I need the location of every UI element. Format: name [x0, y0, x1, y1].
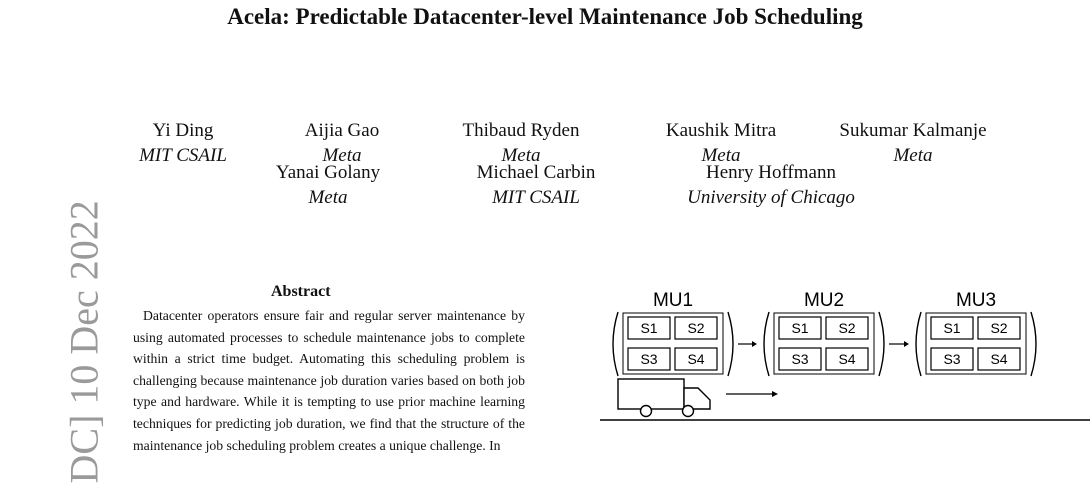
- server-label: S2: [990, 320, 1008, 336]
- author-yanai-golany: [276, 160, 380, 210]
- author-affiliation: Meta: [501, 145, 541, 166]
- author-sukumar-kalmanje: [839, 118, 986, 168]
- server-label: S2: [838, 320, 856, 336]
- arrow-right-icon: [726, 391, 778, 397]
- author-name: Thibaud Ryden: [462, 120, 580, 141]
- author-name: Michael Carbin: [476, 162, 596, 183]
- unit-bracket-right: [879, 312, 884, 376]
- maintenance-figure: [600, 280, 1090, 460]
- server-label: S3: [791, 351, 809, 367]
- truck-icon: [618, 379, 710, 417]
- server-label: S1: [791, 320, 809, 336]
- author-name: Aijia Gao: [304, 120, 380, 141]
- maintenance-unit: [764, 290, 884, 376]
- author-affiliation: MIT CSAIL: [139, 145, 227, 166]
- unit-bracket-left: [764, 312, 769, 376]
- unit-arrow: [738, 341, 757, 347]
- unit-bracket-left: [613, 312, 618, 376]
- server-label: S3: [943, 351, 961, 367]
- unit-bracket-right: [1031, 312, 1036, 376]
- maintenance-unit: [613, 290, 733, 376]
- author-michael-carbin: [477, 160, 596, 210]
- unit-label: MU3: [955, 290, 997, 311]
- unit-bracket-right: [728, 312, 733, 376]
- author-name: Yanai Golany: [275, 162, 381, 183]
- author-affiliation: Meta: [322, 145, 362, 166]
- author-affiliation: University of Chicago: [687, 187, 855, 208]
- server-label: S1: [943, 320, 961, 336]
- abstract-body: [133, 305, 525, 456]
- author-affiliation: Meta: [308, 187, 348, 208]
- arxiv-sidebar-stamp: DC] 10 Dec 2022: [61, 200, 107, 484]
- author-affiliation: Meta: [701, 145, 741, 166]
- maintenance-unit: [916, 290, 1036, 376]
- server-label: S2: [687, 320, 705, 336]
- author-affiliation: Meta: [893, 145, 933, 166]
- abstract-heading: Abstract: [271, 283, 331, 300]
- abstract-text: Datacenter operators ensure fair and regular server maintenance by using automated processes to schedule maintenance jobs to complete within a strict time budget. Automating this scheduling problem is challenging because maintenance job duration varies based on both job type and hardware. While it is tempting to use prior machine learning techniques for predicting job duration, we find that the structure of the maintenance job scheduling problem creates a unique challenge. In: [133, 308, 525, 453]
- author-affiliation: MIT CSAIL: [492, 187, 580, 208]
- maintenance-units: [613, 290, 1036, 376]
- author-name: Yi Ding: [152, 120, 214, 141]
- author-name: Sukumar Kalmanje: [839, 120, 987, 141]
- unit-arrow: [889, 341, 909, 347]
- server-label: S1: [640, 320, 658, 336]
- server-label: S3: [640, 351, 658, 367]
- unit-label: MU2: [803, 290, 845, 311]
- unit-label: MU1: [652, 290, 694, 311]
- server-label: S4: [838, 351, 856, 367]
- server-label: S4: [990, 351, 1008, 367]
- paper-title: Acela: Predictable Datacenter-level Maintenance Job Scheduling: [227, 4, 863, 29]
- author-name: Henry Hoffmann: [706, 162, 836, 183]
- author-yi-ding: [139, 118, 227, 168]
- author-henry-hoffmann: [687, 160, 855, 210]
- unit-bracket-left: [916, 312, 921, 376]
- server-label: S4: [687, 351, 705, 367]
- author-name: Kaushik Mitra: [665, 120, 777, 141]
